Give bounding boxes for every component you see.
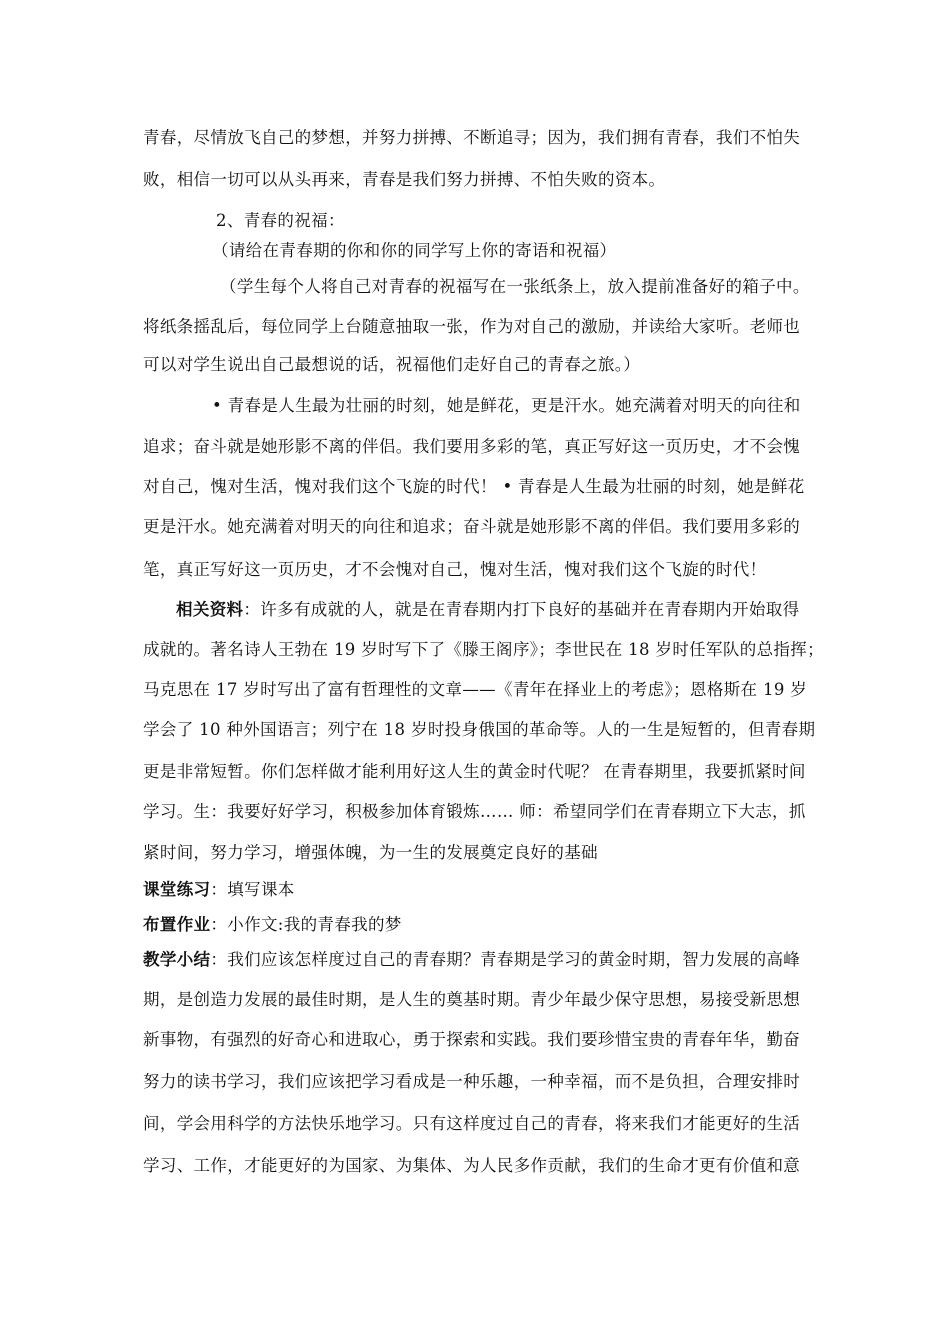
paragraph-line: 新事物，有强烈的好奇心和进取心，勇于探索和实践。我们要珍惜宝贵的青春年华，勤奋 <box>143 1030 801 1049</box>
paragraph-line: 追求；奋斗就是她形影不离的伴侣。我们要用多彩的笔，真正写好这一页历史，才不会愧 <box>143 437 801 456</box>
paragraph-line: （学生每个人将自己对青春的祝福写在一张纸条上，放入提前准备好的箱子中。 <box>220 277 810 296</box>
paragraph-line: 学习。生：我要好好学习，积极参加体育锻炼…… 师：希望同学们在青春期立下大志，抓 <box>143 802 806 821</box>
paragraph-line: • 青春是人生最为壮丽的时刻，她是鲜花，更是汗水。她充满着对明天的向往和 <box>212 396 801 415</box>
related-text: ：许多有成就的人，就是在青春期内打下良好的基础并在青春期内开始取得 <box>243 600 800 619</box>
paragraph-line: 学习、工作，才能更好的为国家、为集体、为人民多作贡献，我们的生命才更有价值和意 <box>143 1156 801 1175</box>
paragraph-line: 学会了 10 种外国语言；列宁在 18 岁时投身俄国的革命等。人的一生是短暂的，但青春期 <box>143 720 816 739</box>
exercise-line <box>143 880 295 900</box>
paragraph-line: 期，是创造力发展的最佳时期，是人生的奠基时期。青少年最少保守思想，易接受新思想 <box>143 990 801 1009</box>
paragraph-line: 更是汗水。她充满着对明天的向往和追求；奋斗就是她形影不离的伴侣。我们要用多彩的 <box>143 517 801 536</box>
exercise-text: ：填写课本 <box>210 880 295 899</box>
related-heading: 相关资料 <box>176 600 244 619</box>
paragraph-line: 更是非常短暂。你们怎样做才能利用好这人生的黄金时代呢？ 在青春期里，我要抓紧时间 <box>143 762 806 781</box>
exercise-heading: 课堂练习 <box>143 880 211 899</box>
instruction-line: （请给在青春期的你和你的同学写上你的寄语和祝福） <box>212 241 617 260</box>
paragraph-line: 可以对学生说出自己最想说的话，祝福他们走好自己的青春之旅。） <box>143 355 641 374</box>
paragraph-line: 紧时间，努力学习，增强体魄，为一生的发展奠定良好的基础 <box>143 843 598 862</box>
homework-text: ：小作文:我的青春我的梦 <box>210 915 402 934</box>
homework-heading: 布置作业 <box>143 915 211 934</box>
paragraph-line: 将纸条摇乱后，每位同学上台随意抽取一张，作为对自己的激励，并读给大家听。老师也 <box>143 317 801 336</box>
paragraph-line: 努力的读书学习，我们应该把学习看成是一种乐趣，一种幸福，而不是负担，合理安排时 <box>143 1072 801 1091</box>
paragraph-line: 笔，真正写好这一页历史，才不会愧对自己，愧对生活，愧对我们这个飞旋的时代！ <box>143 560 767 579</box>
summary-text: ：我们应该怎样度过自己的青春期？青春期是学习的黄金时期，智力发展的高峰 <box>210 950 801 969</box>
paragraph-line: 马克思在 17 岁时写出了富有哲理性的文章——《青年在择业上的考虑》；恩格斯在 19 岁 <box>143 680 808 699</box>
paragraph-line: 青春，尽情放飞自己的梦想，并努力拼搏、不断追寻；因为，我们拥有青春，我们不怕失 <box>143 128 801 147</box>
summary-first-line <box>143 950 800 970</box>
paragraph-line: 对自己，愧对生活，愧对我们这个飞旋的时代！ • 青春是人生最为壮丽的时刻，她是鲜花 <box>143 477 805 496</box>
summary-heading: 教学小结 <box>143 950 211 969</box>
related-first-line <box>176 600 799 620</box>
homework-line <box>143 915 402 935</box>
paragraph-line: 败，相信一切可以从头再来，青春是我们努力拼搏、不怕失败的资本。 <box>143 170 666 189</box>
paragraph-line: 间，学会用科学的方法快乐地学习。只有这样度过自己的青春，将来我们才能更好的生活 <box>143 1114 801 1133</box>
paragraph-line: 成就的。著名诗人王勃在 19 岁时写下了《滕王阁序》；李世民在 18 岁时任军队的总指挥； <box>143 640 824 659</box>
section-heading: 2、青春的祝福： <box>216 211 345 230</box>
